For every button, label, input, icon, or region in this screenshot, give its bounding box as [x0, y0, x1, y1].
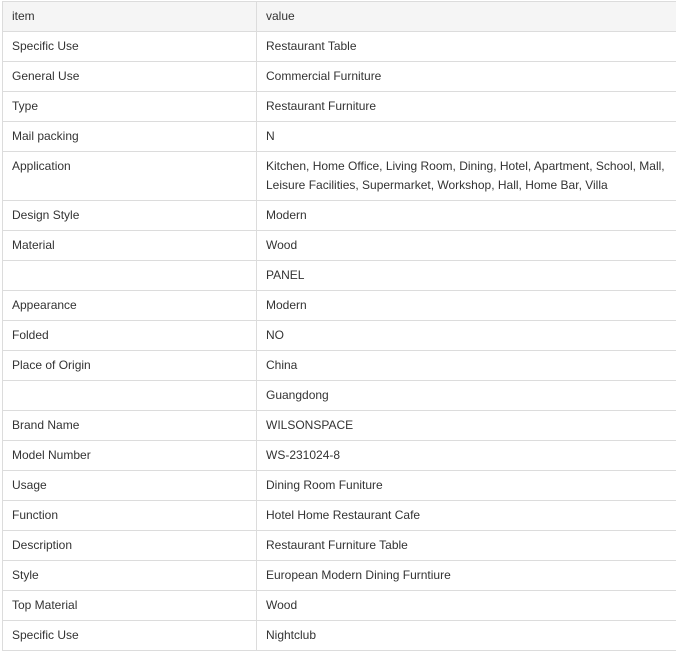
row-value: N — [257, 122, 676, 152]
row-value: NO — [257, 321, 676, 351]
row-item: Brand Name — [3, 411, 257, 441]
row-value: Modern — [257, 291, 676, 321]
table-row — [3, 201, 676, 231]
header-value: value — [257, 2, 676, 32]
table-row — [3, 231, 676, 261]
row-item: Type — [3, 92, 257, 122]
row-item: Place of Origin — [3, 351, 257, 381]
row-value: Nightclub — [257, 621, 676, 651]
table-row — [3, 381, 676, 411]
row-item — [3, 261, 257, 291]
table-row — [3, 411, 676, 441]
table-header-row — [3, 2, 676, 32]
header-item: item — [3, 2, 257, 32]
table-row — [3, 92, 676, 122]
row-value: Hotel Home Restaurant Cafe — [257, 501, 676, 531]
table-row — [3, 321, 676, 351]
row-value: Wood — [257, 231, 676, 261]
row-value: Commercial Furniture — [257, 62, 676, 92]
table-row — [3, 291, 676, 321]
row-item: Material — [3, 231, 257, 261]
row-item: Mail packing — [3, 122, 257, 152]
row-value: Restaurant Furniture — [257, 92, 676, 122]
row-value: Kitchen, Home Office, Living Room, Dining, Hotel, Apartment, School, Mall, Leisure Facilities, Supermarket, Workshop, Hall, Home Bar, Villa — [257, 152, 676, 201]
row-value: Restaurant Furniture Table — [257, 531, 676, 561]
row-item: General Use — [3, 62, 257, 92]
row-item: Function — [3, 501, 257, 531]
table-row — [3, 471, 676, 501]
row-value: WS-231024-8 — [257, 441, 676, 471]
row-item: Top Material — [3, 591, 257, 621]
row-value: Dining Room Funiture — [257, 471, 676, 501]
row-value: Wood — [257, 591, 676, 621]
row-value: China — [257, 351, 676, 381]
table-row — [3, 501, 676, 531]
table-row — [3, 621, 676, 651]
row-item: Design Style — [3, 201, 257, 231]
row-item: Appearance — [3, 291, 257, 321]
table-row — [3, 62, 676, 92]
table-row — [3, 122, 676, 152]
row-value: European Modern Dining Furntiure — [257, 561, 676, 591]
row-value: Restaurant Table — [257, 32, 676, 62]
row-item: Application — [3, 152, 257, 201]
table-row — [3, 152, 676, 201]
row-item: Style — [3, 561, 257, 591]
row-item: Model Number — [3, 441, 257, 471]
table-row — [3, 441, 676, 471]
table-row — [3, 531, 676, 561]
row-item — [3, 381, 257, 411]
table-row — [3, 261, 676, 291]
table-row — [3, 561, 676, 591]
row-item: Folded — [3, 321, 257, 351]
row-item: Description — [3, 531, 257, 561]
row-value: Guangdong — [257, 381, 676, 411]
row-value: WILSONSPACE — [257, 411, 676, 441]
row-item: Specific Use — [3, 32, 257, 62]
table-row — [3, 591, 676, 621]
table-row — [3, 32, 676, 62]
row-value: PANEL — [257, 261, 676, 291]
row-item: Specific Use — [3, 621, 257, 651]
row-value: Modern — [257, 201, 676, 231]
spec-table — [2, 1, 676, 651]
row-item: Usage — [3, 471, 257, 501]
table-row — [3, 351, 676, 381]
